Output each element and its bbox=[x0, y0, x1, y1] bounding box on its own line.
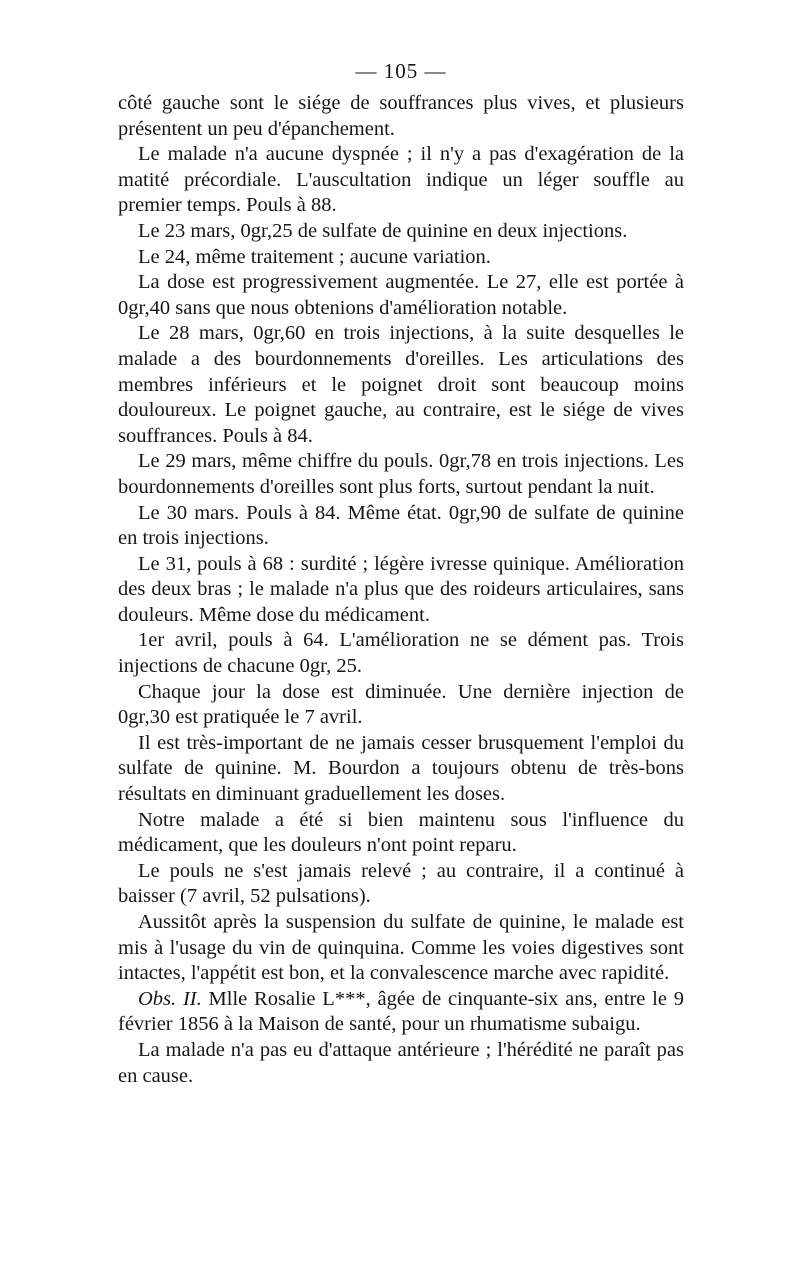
paragraph-11 bbox=[118, 680, 684, 731]
paragraph-12 bbox=[118, 731, 684, 808]
paragraph-text: Le 29 mars, même chiffre du pouls. 0gr,78 en trois injections. Les bourdonnements d'oreilles sont plus forts, surtout pendant la nuit. bbox=[118, 450, 684, 498]
paragraph-16 bbox=[118, 987, 684, 1038]
paragraph-text: La malade n'a pas eu d'attaque antérieure ; l'hérédité ne paraît pas en cause. bbox=[118, 1038, 684, 1087]
paragraph-1 bbox=[118, 91, 684, 142]
paragraph-9 bbox=[118, 552, 684, 629]
paragraph-text: Le 30 mars. Pouls à 84. Même état. 0gr,90 de sulfate de quinine en trois injections. bbox=[118, 501, 684, 550]
paragraph-text: Le malade n'a aucune dyspnée ; il n'y a pas d'exagération de la matité précordiale. L'auscultation indique un léger souffle au premier temps. Pouls à 88. bbox=[118, 143, 684, 217]
paragraph-3 bbox=[118, 219, 684, 245]
paragraph-10 bbox=[118, 628, 684, 679]
paragraph-text: Notre malade a été si bien maintenu sous l'influence du médicament, que les douleurs n'ont point reparu. bbox=[118, 808, 684, 857]
paragraph-text: 1er avril, pouls à 64. L'amélioration ne se dément pas. Trois injections de chacune 0gr, 25. bbox=[118, 629, 684, 678]
page-number: — 105 — bbox=[355, 59, 447, 83]
paragraph-text: Le 23 mars, 0gr,25 de sulfate de quinine en deux injections. bbox=[138, 219, 628, 242]
paragraph-5 bbox=[118, 270, 684, 321]
paragraph-text: La dose est progressivement augmentée. Le 27, elle est portée à 0gr,40 sans que nous obtenions d'amélioration notable. bbox=[118, 271, 684, 319]
paragraph-7 bbox=[118, 449, 684, 500]
paragraph-text: Mlle Rosalie L***, âgée de cinquante-six ans, entre le 9 février 1856 à la Maison de santé, pour un rhumatisme subaigu. bbox=[118, 987, 685, 1036]
paragraph-13 bbox=[118, 808, 684, 859]
paragraph-text: Chaque jour la dose est diminuée. Une dernière injection de 0gr,30 est pratiquée le 7 avril. bbox=[118, 680, 684, 729]
paragraph-14 bbox=[118, 859, 684, 910]
paragraph-text: Le 28 mars, 0gr,60 en trois injections, à la suite desquelles le malade a des bourdonnements d'oreilles. Les articulations des membres inférieurs et le poignet droit sont beaucoup moins douloureux. Le poignet gauche, au contraire, est le siége de vives souffrances. Pouls à 84. bbox=[118, 322, 684, 447]
paragraph-text: Le 24, même traitement ; aucune variation. bbox=[138, 245, 491, 268]
paragraph-text: Aussitôt après la suspension du sulfate de quinine, le malade est mis à l'usage du vin de quinquina. Comme les voies digestives sont intactes, l'appétit est bon, et la convalescence marche avec rapidité. bbox=[118, 911, 684, 985]
book-page bbox=[118, 58, 684, 1089]
paragraph-text: Le pouls ne s'est jamais relevé ; au contraire, il a continué à baisser (7 avril, 52 pulsations). bbox=[118, 859, 684, 908]
paragraph-15 bbox=[118, 910, 684, 987]
paragraph-text: Il est très-important de ne jamais cesser brusquement l'emploi du sulfate de quinine. M. Bourdon a toujours obtenu de très-bons résultats en diminuant graduellement les doses. bbox=[118, 731, 684, 806]
observation-label: Obs. II. bbox=[138, 987, 202, 1010]
paragraph-2 bbox=[118, 142, 684, 219]
paragraph-text: Le 31, pouls à 68 : surdité ; légère ivresse quinique. Amélioration des deux bras ; le malade n'a plus que des roideurs articulaires, sans douleurs. Même dose du médicament. bbox=[118, 552, 684, 626]
paragraph-17 bbox=[118, 1038, 684, 1089]
paragraph-4 bbox=[118, 245, 684, 271]
paragraph-6 bbox=[118, 321, 684, 449]
paragraph-8 bbox=[118, 501, 684, 552]
paragraph-text: côté gauche sont le siége de souffrances plus vives, et plusieurs présentent un peu d'épanchement. bbox=[118, 92, 684, 140]
